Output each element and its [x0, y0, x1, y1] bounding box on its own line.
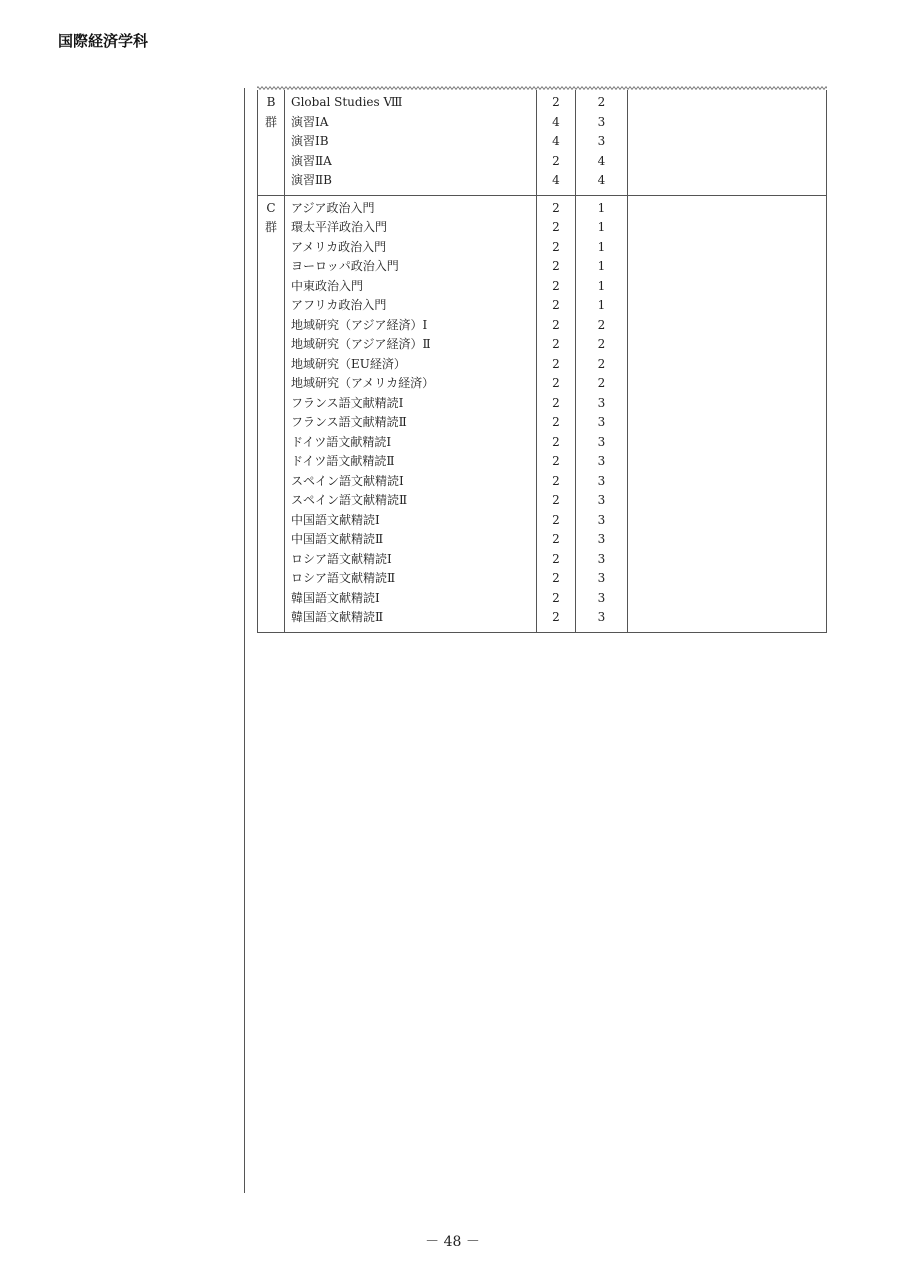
column-b-value: 1	[597, 298, 606, 312]
column-b-value: 3	[597, 532, 606, 546]
column-a-cell	[537, 195, 576, 632]
course-name: ヨーロッパ政治入門	[291, 259, 399, 273]
course-name: アフリカ政治入門	[291, 298, 387, 312]
column-a-value: 2	[552, 376, 560, 390]
column-b-value: 3	[597, 551, 606, 566]
column-a-value: 2	[552, 356, 560, 371]
column-b-value: 2	[597, 356, 606, 371]
remarks-cell	[628, 195, 827, 632]
column-a-cell	[537, 90, 576, 195]
column-b-value: 3	[597, 415, 606, 429]
column-a-value: 2	[552, 298, 560, 312]
column-b-value: 3	[597, 493, 606, 507]
column-b-value: 3	[597, 473, 606, 488]
column-a-value: 2	[552, 317, 560, 332]
column-a-value: 4	[552, 114, 560, 129]
group-label: C	[266, 200, 276, 215]
column-a-value: 2	[552, 434, 560, 449]
course-name: アジア政治入門	[291, 200, 375, 215]
column-a-value: 2	[552, 95, 560, 109]
column-a-value: 2	[552, 239, 560, 254]
column-b-cell	[576, 90, 628, 195]
course-name: 地域研究（アジア経済）Ⅱ	[291, 337, 431, 351]
course-name: 演習ⅠA	[291, 114, 329, 129]
column-b-value: 1	[597, 259, 606, 273]
column-b-value: 4	[597, 153, 606, 168]
course-name: アメリカ政治入門	[291, 239, 387, 254]
column-a-value: 2	[552, 590, 560, 605]
column-b-value: 3	[597, 114, 606, 129]
course-name: 地域研究（EU経済）	[291, 356, 406, 371]
column-b-value: 3	[597, 454, 606, 468]
column-b-value: 3	[597, 134, 606, 148]
course-name: スペイン語文献精読Ⅰ	[291, 473, 404, 488]
course-name: 地域研究（アメリカ経済）	[291, 376, 435, 390]
course-table	[257, 90, 827, 633]
column-b-value: 4	[597, 173, 606, 187]
column-b-value: 2	[597, 317, 606, 332]
course-group-row	[258, 90, 827, 195]
column-a-value: 2	[552, 153, 560, 168]
column-b-value: 3	[597, 512, 606, 527]
column-b-value: 3	[597, 434, 606, 449]
column-a-value: 4	[552, 173, 560, 187]
course-name: スペイン語文献精読Ⅱ	[291, 493, 408, 507]
column-a-value: 2	[552, 220, 560, 234]
column-b-value: 1	[597, 239, 606, 254]
course-name: Global Studies Ⅷ	[291, 95, 403, 109]
course-group-row	[258, 195, 827, 632]
course-name-cell	[285, 90, 537, 195]
course-name: ドイツ語文献精読Ⅰ	[291, 434, 392, 449]
column-a-value: 2	[552, 512, 560, 527]
course-name: 演習ⅡA	[291, 153, 332, 168]
page-number: － 48 －	[425, 1234, 480, 1250]
column-b-value: 2	[597, 337, 606, 351]
column-a-value: 2	[552, 571, 560, 585]
column-a-value: 2	[552, 551, 560, 566]
column-b-value: 2	[597, 95, 606, 109]
column-b-value: 3	[597, 395, 606, 410]
department-title: 国際経済学科	[58, 32, 149, 50]
course-name: 演習ⅡB	[291, 173, 332, 187]
column-b-value: 3	[597, 610, 606, 624]
column-b-value: 1	[597, 200, 606, 215]
column-b-value: 2	[597, 376, 606, 390]
course-name: 韓国語文献精読Ⅱ	[291, 610, 384, 624]
course-name: ドイツ語文献精読Ⅱ	[291, 454, 395, 468]
column-b-value: 1	[597, 220, 606, 234]
group-label: B	[266, 95, 276, 109]
column-a-value: 2	[552, 395, 560, 410]
course-name: 中東政治入門	[291, 278, 364, 293]
course-name: 演習ⅠB	[291, 134, 329, 148]
column-a-value: 2	[552, 278, 560, 293]
group-label-cell	[258, 195, 285, 632]
column-b-value: 3	[597, 571, 606, 585]
column-a-value: 2	[552, 337, 560, 351]
course-name: 環太平洋政治入門	[291, 220, 388, 234]
column-a-value: 2	[552, 532, 560, 546]
course-name: フランス語文献精読Ⅰ	[291, 395, 404, 410]
course-name: 韓国語文献精読Ⅰ	[291, 590, 380, 605]
column-a-value: 2	[552, 493, 560, 507]
column-b-cell	[576, 195, 628, 632]
course-name-cell	[285, 195, 537, 632]
remarks-cell	[628, 90, 827, 195]
margin-rule	[244, 88, 245, 1193]
course-name: 地域研究（アジア経済）Ⅰ	[291, 317, 428, 332]
column-a-value: 2	[552, 415, 560, 429]
group-label: 群	[264, 220, 277, 234]
column-b-value: 3	[597, 590, 606, 605]
column-a-value: 2	[552, 473, 560, 488]
group-label-cell	[258, 90, 285, 195]
column-a-value: 2	[552, 259, 560, 273]
course-name: ロシア語文献精読Ⅰ	[291, 551, 392, 566]
column-b-value: 1	[597, 278, 606, 293]
column-a-value: 2	[552, 454, 560, 468]
course-name: ロシア語文献精読Ⅱ	[291, 571, 396, 585]
group-label: 群	[264, 114, 277, 129]
column-a-value: 4	[552, 134, 560, 148]
column-a-value: 2	[552, 200, 560, 215]
course-name: 中国語文献精読Ⅰ	[291, 512, 380, 527]
course-name: 中国語文献精読Ⅱ	[291, 532, 384, 546]
course-name: フランス語文献精読Ⅱ	[291, 415, 407, 429]
column-a-value: 2	[552, 610, 560, 624]
